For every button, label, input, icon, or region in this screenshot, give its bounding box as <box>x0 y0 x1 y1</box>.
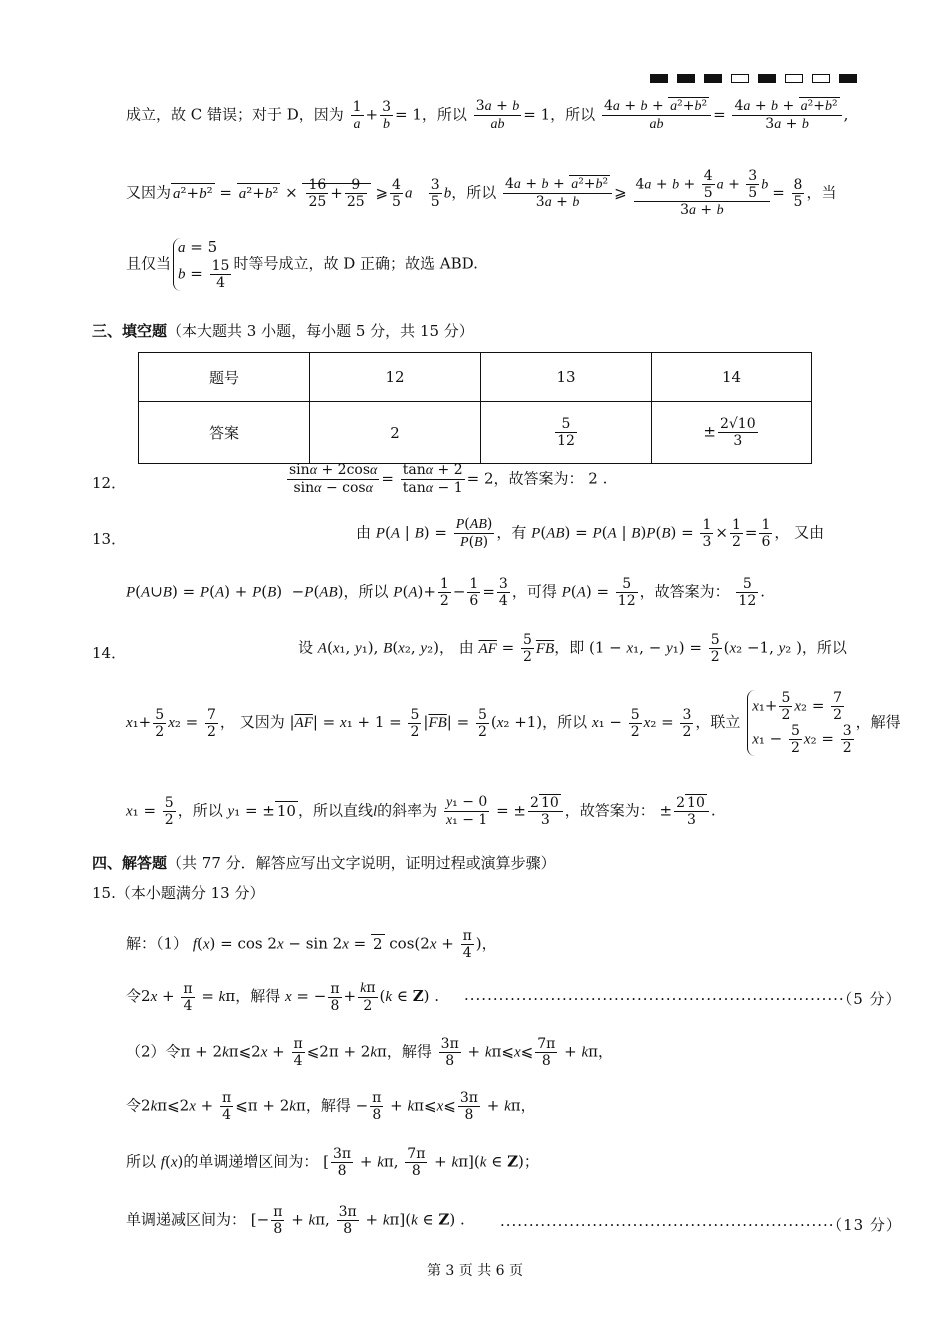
mark-filled <box>704 74 722 83</box>
top-line-1: 成立，故 C 错误；对于 D，因为 $\frac{1}{a}$ + $\frac{3}{b}$ = 1，所以 $\frac{3a + b}{ab}$ = 1，所以 $\frac{\text{4a + b + a²+b²}}{ab}$ = $\frac{\text{4a + b + a²+b²}}{3a + b}$ , <box>126 98 849 133</box>
q15-line-4: 令2kπ⩽2x + $\frac{\pi}{4}$ ⩽π + 2kπ，解得 − $\frac{\pi}{8}$ + kπ⩽x⩽ $\frac{3\pi}{8}$ + kπ， <box>126 1090 536 1124</box>
mark-empty <box>731 74 749 83</box>
q15-title: 15.（本小题满分 13 分） <box>92 884 265 902</box>
mark-filled <box>677 74 695 83</box>
table-head-cell: 14 <box>652 353 812 402</box>
q14-line-1: 设 A(x₁, y₁), B(x₂, y₂)， 由 $\overline{AF}$ = $\frac{5}{2}$ $\overline{FB}$，即 (1 − x₁, − y₁) = $\frac{5}{2}$ (x₂ −1, y₂ )，所以 <box>298 632 847 666</box>
q15-line-5: 所以 f(x)的单调递增区间为： [ $\frac{3\pi}{8}$ + kπ, $\frac{7\pi}{8}$ + kπ](k ∈ Z)； <box>126 1146 539 1180</box>
mark-filled <box>839 74 857 83</box>
q15-score-2: ··························································（13 分） <box>500 1216 902 1234</box>
mark-filled <box>758 74 776 83</box>
answer-12: 2 <box>310 402 481 464</box>
q13-line-2: P(A∪B) = P(A) + P(B) −P(AB)，所以 P(A)+ $\frac{1}{2}$ − $\frac{1}{6}$ = $\frac{3}{4}$ ，可得 P(A) = $\frac{5}{12}$ ，故答案为： $\frac{5}{12}$ . <box>126 576 766 610</box>
q12-solution: $\frac{\sin\alpha + 2\cos\alpha}{\sin\alpha - \cos\alpha}$ = $\frac{\tan\alpha + 2}{\tan\alpha - 1}$ = 2，故答案为： 2 . <box>289 462 608 497</box>
mark-empty <box>812 74 830 83</box>
q12-number: 12． <box>92 474 127 492</box>
page-footer: 第 3 页 共 6 页 <box>426 1263 524 1279</box>
section-4-heading: 四、解答题（共 77 分．解答应写出文字说明，证明过程或演算步骤） <box>92 854 556 872</box>
mark-filled <box>650 74 668 83</box>
q15-line-2: 令2x + $\frac{\pi}{4}$ = kπ，解得 x = − $\frac{\pi}{8}$ + $\frac{k\pi}{2}$ (k ∈ Z) . <box>126 980 440 1015</box>
section-3-heading: 三、填空题（本大题共 3 小题，每小题 5 分，共 15 分） <box>92 322 474 340</box>
q14-line-2: x₁+ $\frac{5}{2}$ x₂ = $\frac{7}{2}$ ， 又因为 $|\overline{AF}| = x_1 + 1$ = $\frac{5}{2}$ $|\overline{FB}|$ = $\frac{5}{2}$ (x₂ +1)，所以 x₁ − $\frac{5}{2}$ x₂ = $\frac{3}{2}$ ，联立 x₁+ $\frac{5}{2}$ x₂ = $\frac{7}{2}$ x₁ − $\frac{5}{2}$ x₂ = $\frac{3}{2}$ ，解得 <box>126 690 901 757</box>
answer-14: ± $\frac{2√10}{3}$ <box>652 402 812 464</box>
table-head-cell: 12 <box>310 353 481 402</box>
top-line-2: 又因为 a²+b² = a²+b² × $\frac{16}{25}$ + $\frac{9}{25}$ ⩾ $\frac{4}{5}$ a $\frac{3}{5}$ b，所以 $\frac{\text{4a + b + a²+b²}}{3a + b}$ ⩾ 4a + b + $\frac{4}{5}$ a + $\frac{3}{5}$ b 3a + b = $\frac{8}{5}$ ，当 <box>126 168 837 219</box>
table-head-cell: 题号 <box>139 353 310 402</box>
mark-empty <box>785 74 803 83</box>
q13-line-1: 由 P(A | B) = $\frac{P(AB)}{P(B)}$ ，有 P(AB) = P(A | B)P(B) = $\frac{1}{3}$ × $\frac{1}{2}$ = $\frac{1}{6}$ ， 又由 <box>356 516 825 551</box>
table-row-label: 答案 <box>139 402 310 464</box>
table-head-cell: 13 <box>481 353 652 402</box>
q14-number: 14． <box>92 644 127 662</box>
q14-line-3: x₁ = $\frac{5}{2}$ ，所以 y₁ = ± 10 ，所以直线l的斜率为 $\frac{\text{y₁ − 0}}{\text{x₁ − 1}}$ = ± $\frac{2 10}{3}$ ，故答案为： ± $\frac{2 10}{3}$ . <box>126 794 716 829</box>
answer-13: $\frac{5}{12}$ <box>481 402 652 464</box>
top-line-3: 且仅当a = 5 b = $\frac{15}{4}$ 时等号成立，故 D 正确；故选 ABD. <box>126 238 478 291</box>
q15-score-1: ··································································（5 分） <box>464 990 902 1008</box>
q15-line-3: （2）令π + 2kπ⩽2x + $\frac{\pi}{4}$ ⩽2π + 2kπ，解得 $\frac{3\pi}{8}$ + kπ⩽x⩽ $\frac{7\pi}{8}$ + kπ， <box>126 1036 613 1070</box>
q15-line-1: 解：（1） f(x) = cos 2x − sin 2x = 2 cos(2x + $\frac{\pi}{4}$ )， <box>126 928 497 962</box>
q15-line-6: 单调递减区间为： [− $\frac{\pi}{8}$ + kπ, $\frac{3\pi}{8}$ + kπ](k ∈ Z) . <box>126 1204 465 1238</box>
q13-number: 13． <box>92 530 127 548</box>
header-marks <box>650 74 857 83</box>
answer-table <box>138 352 812 464</box>
